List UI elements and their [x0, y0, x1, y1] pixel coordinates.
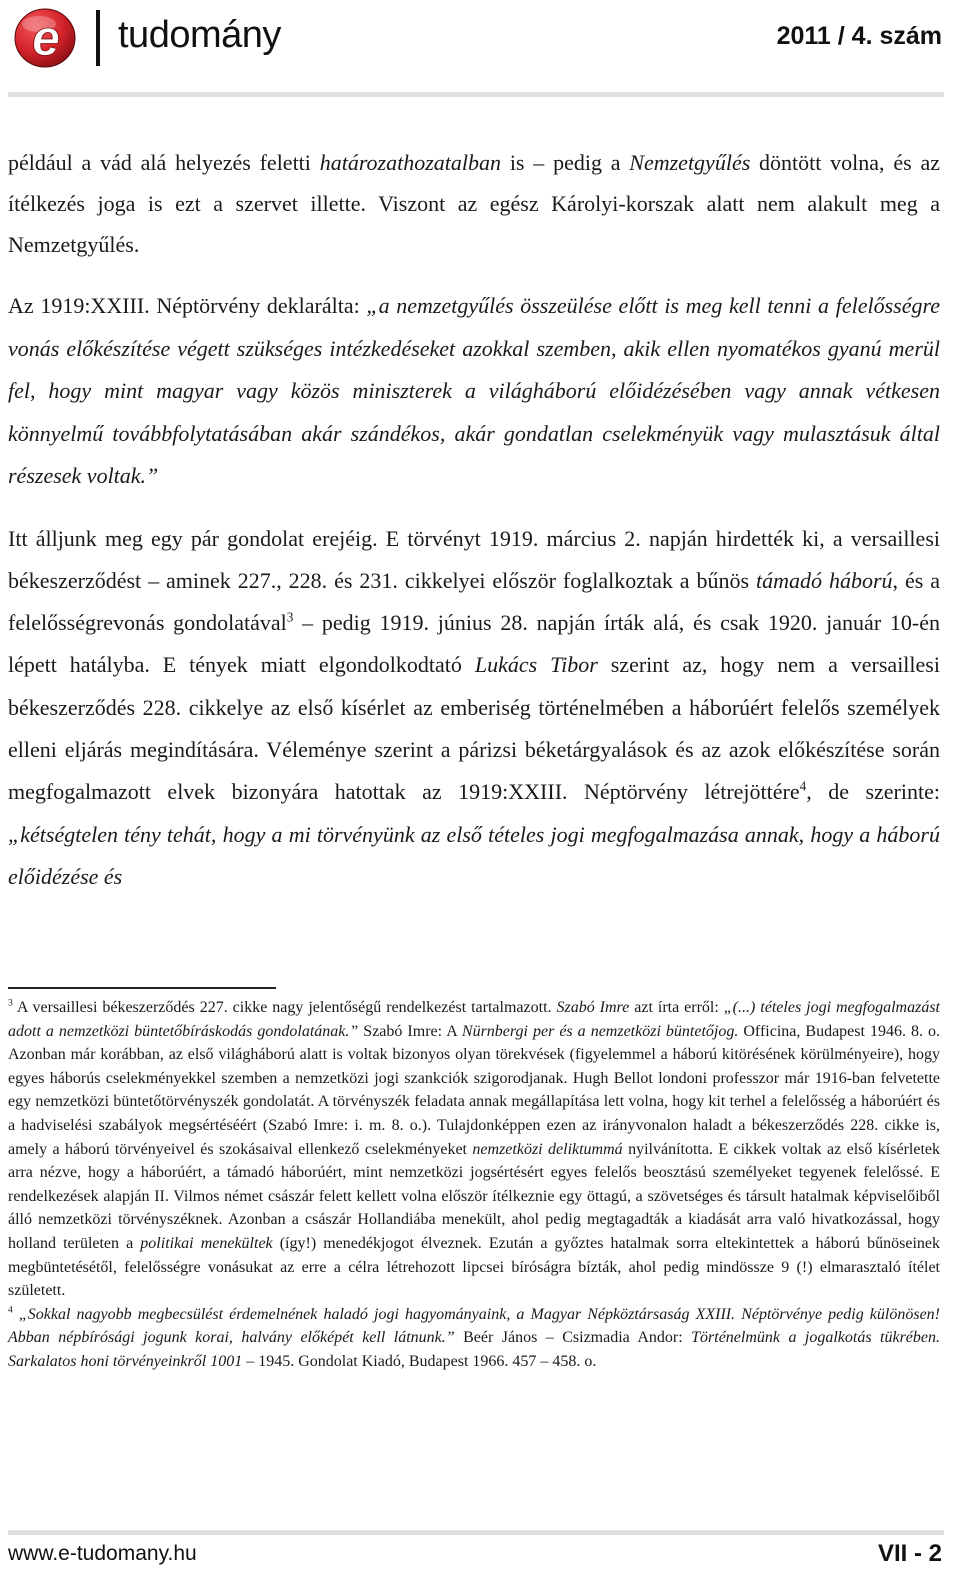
footer-url-link[interactable]: www.e-tudomany.hu: [8, 1542, 197, 1565]
footnote-3: [8, 996, 940, 1303]
footnote-ref-4[interactable]: 4: [799, 778, 807, 794]
footnotes: [8, 996, 940, 1374]
italic-run: támadó háború: [756, 567, 893, 593]
italic-run: Szabó Imre: [556, 999, 630, 1016]
paragraph-3: [8, 518, 940, 899]
text-run: , és a felelősségrevonás gondolatával: [8, 567, 940, 636]
italic-run: „Sokkal nagyobb megbecsülést érdemelnének haladó jogi hagyományaink, a Magyar Népköztársaság XXIII. Néptörvénye pedig különösen! Abban népbírósági jogunk korai, halvány előképét kell látnunk.”: [8, 1305, 941, 1347]
article-body: [8, 142, 940, 898]
text-run: döntött volna, és az ítélkezés joga is ezt a szervet illette. Viszont az egész Károlyi-korszak alatt nem alakult meg a Nemzetgyűlés.: [8, 150, 940, 257]
text-run: Itt álljunk meg egy pár gondolat erejéig. E törvényt 1919. március 2. napján hirdették ki, a versaillesi békeszerződést – aminek 227., 228. és 231. cikkelyei először foglalkoztak a bűnös: [8, 525, 940, 593]
italic-run: Lukács Tibor: [474, 652, 598, 678]
italic-run: „(...) tételes jogi megfogalmazást adott a nemzetközi büntetőbíráskodás gondolatának.”: [8, 999, 940, 1040]
text-run: A versaillesi békeszerződés 227. cikke nagy jelentőségű rendelkezést tartalmazott.: [12, 999, 557, 1016]
logo-letter: e: [32, 10, 60, 66]
issue-number: 2011 / 4. szám: [776, 22, 942, 50]
italic-run: Nemzetgyűlés: [629, 150, 751, 175]
text-run: – pedig 1919. június 28. napján írták alá, és csak 1920. január 10-én lépett hatályba. E tények miatt elgondolkodtató: [8, 610, 940, 678]
italic-run: határozathozatalban: [319, 150, 502, 175]
text-run: nyilvánította. E cikkek voltak az első kísérletek arra nézve, hogy a háborúért, a támadó háborúért, mint nemzetközi jogsértésért egyes felelős beosztású személyeket tegyenek felelőssé. E rendelkezések alapján II. Vilmos német császár felett kellett volna először ítélkeznie egy öttagú, a szövetséges és társult hatalmak képviselőiből álló nemzetközi törvényszéknek. Azonban a császár Hollandiába menekült, ahol pedig megtagadták a kiadását arra való hivatkozással, hogy holland területen a: [8, 1140, 940, 1252]
paragraph-1: [8, 142, 940, 265]
e-tudomany-logo[interactable]: [12, 4, 78, 70]
text-run: Beér János – Csizmadia Andor:: [454, 1329, 692, 1347]
text-run: Officina, Budapest 1946. 8. o. Azonban már korábban, az első világháború alatt is voltak bizonyos olyan törekvések (figyelemmel a háború kitörésének körülményeire), hogy egyes háborús cselekményekkel szemben a nemzetközi jogi szankciók szigorodjanak. Hugh Bellot londoni professzor már 1916-ban felvetette egy nemzetközi büntetőtörvényszék gondolatát. A törvényszék feladata annak megállapítása lett volna, hogy kit terhel a felelősség a háborúért és a hadviselési szabályok megsértéséért (Szabó Imre: i. m. 8. o.). Tulajdonképpen ezen az irányvonalon haladt a békeszerződés 228. cikke is, amely a háború törvényeivel és szokásaival ellenkező cselekményeket: [8, 1022, 941, 1158]
footnote-number: 4: [8, 1304, 13, 1316]
text-run: például a vád alá helyezés feletti: [8, 150, 320, 175]
text-run: Az 1919:XXIII. Néptörvény deklarálta:: [8, 293, 367, 318]
text-run: Szabó Imre: A: [358, 1022, 462, 1040]
italic-run: Nürnbergi per és a nemzetközi büntetőjog.: [461, 1022, 739, 1040]
header-divider: [96, 10, 100, 66]
page-number: VII - 2: [877, 1540, 942, 1567]
italic-run: Történelmünk a jogalkotás tükrében. Sarkalatos honi törvényeinkről 1001: [8, 1329, 941, 1370]
italic-run: nemzetközi deliktummá: [472, 1140, 623, 1158]
text-run: , de szerinte:: [806, 779, 940, 805]
italic-quote: „kétségtelen tény tehát, hogy a mi törvényünk az első tételes jogi megfogalmazása annak, hogy a háború előidézése és: [8, 821, 940, 889]
footnote-separator: [8, 987, 276, 989]
text-run: szerint az, hogy nem a versaillesi békeszerződés 228. cikkelye az első kísérlet az emberiség történelmében a háborúért felelős személyek elleni eljárás megindítására. Véleménye szerint a párizsi béketárgyalások és az azok előkészítése során megfogalmazott elvek bizonyára hatottak az 1919:XXIII. Néptörvény létrejöttére: [8, 652, 940, 805]
text-run: azt írta erről:: [629, 999, 724, 1016]
italic-run: politikai menekültek: [140, 1234, 273, 1252]
footer-rule: [8, 1530, 944, 1535]
paragraph-2: [8, 285, 940, 498]
header-rule: [8, 92, 944, 97]
text-run: (így!) menedékjogot élveznek. Ezután a győztes hatalmak sorra eltekintettek a háború bűnöseinek megbüntetésétől, felelősségre vonásukat az erre a célra létrehozott lipcsei bíróságra bízták, ahol pedig mindössze 9 (!) elmarasztaló ítélet született.: [8, 1234, 940, 1300]
footnote-4: [8, 1303, 940, 1374]
footnote-number: 3: [8, 997, 13, 1009]
text-run: – 1945. Gondolat Kiadó, Budapest 1966. 457 – 458. o.: [242, 1352, 597, 1370]
italic-quote: „a nemzetgyűlés összeülése előtt is meg kell tenni a felelősségre vonás előkészítése végett szükséges intézkedéseket azokkal szemben, akik ellen nyomatékos gyanú merül fel, hogy mint magyar vagy közös miniszterek a világháború előidézésében vagy annak vétkesen könnyelmű továbbfolytatásában akár szándékos, akár gondatlan cselekményük vagy mulasztásuk által részesek voltak.”: [8, 293, 940, 488]
text-run: is – pedig a: [501, 150, 630, 175]
page-footer: [0, 1530, 960, 1595]
site-name: tudomány: [118, 14, 281, 56]
page-header: [0, 0, 960, 100]
footnote-ref-3[interactable]: 3: [286, 609, 294, 625]
